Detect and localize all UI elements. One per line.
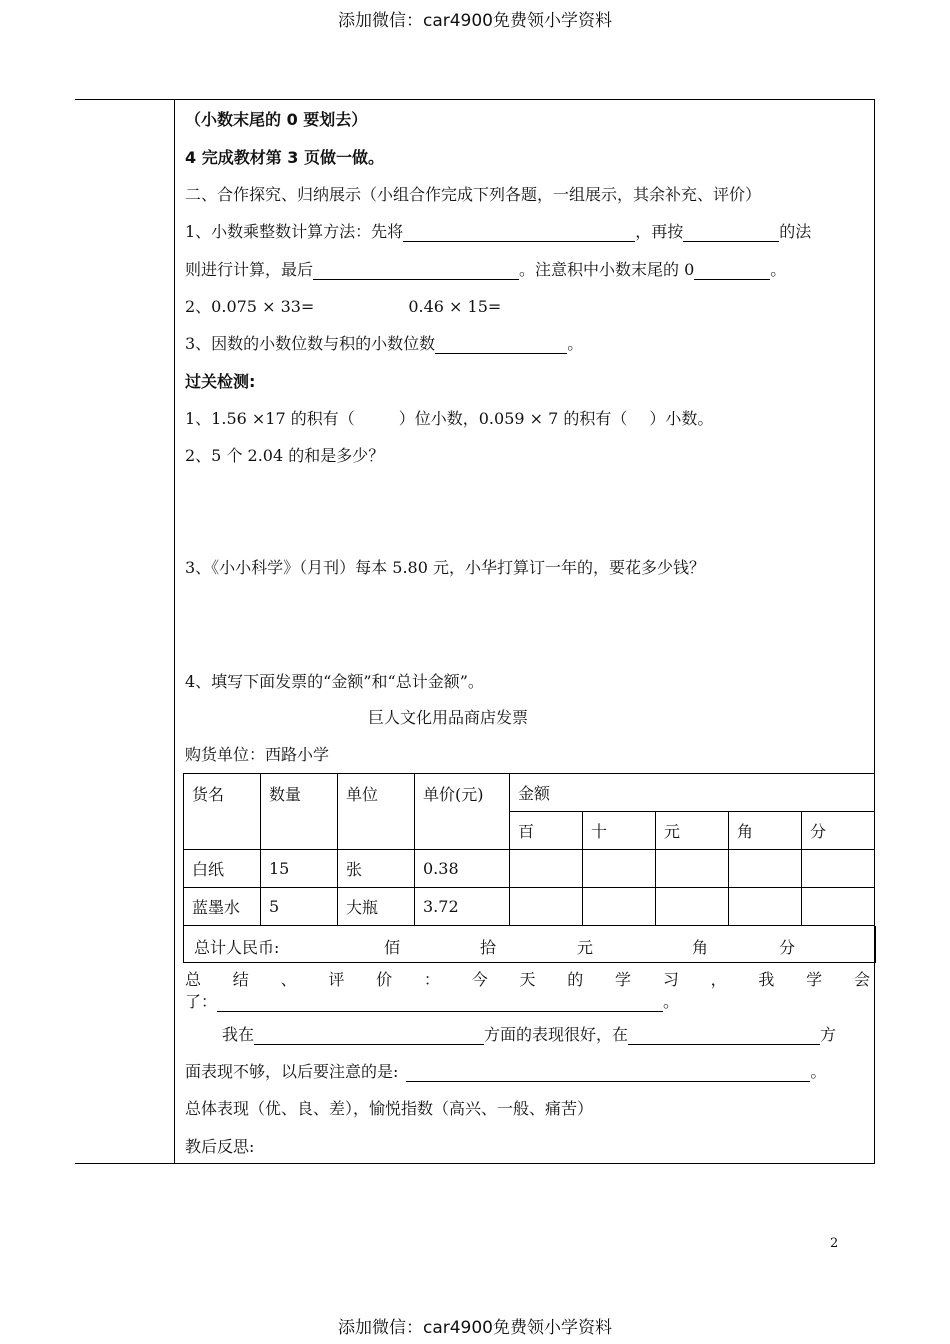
summary-line-1 xyxy=(185,992,870,1012)
summary-char: 结 xyxy=(232,970,249,989)
header-quantity: 数量 xyxy=(261,774,338,850)
q1-text-e: 。注意积中小数末尾的 0 xyxy=(519,260,695,279)
row-quantity: 5 xyxy=(261,888,338,926)
amount-cell[interactable] xyxy=(583,850,656,888)
amount-cell[interactable] xyxy=(729,850,802,888)
amount-cell[interactable] xyxy=(802,888,875,926)
summary-char: 学 xyxy=(806,970,823,989)
total-unit-yuan: 元 xyxy=(577,938,594,957)
total-unit-bai: 佰 xyxy=(384,938,401,957)
check-question-3: 3、《小小科学》（月刊）每本 5.80 元，小华打算订一年的，要花多少钱？ xyxy=(185,558,705,577)
q3-text: 3、因数的小数位数与积的小数位数 xyxy=(185,334,436,353)
table-row xyxy=(184,888,875,926)
question-1-line-1 xyxy=(185,222,870,242)
answer-blank[interactable] xyxy=(694,263,770,280)
answer-blank[interactable] xyxy=(628,1028,820,1045)
question-3 xyxy=(185,334,870,354)
summary-char: 评 xyxy=(328,970,345,989)
summary-s1a: 了： xyxy=(185,992,218,1011)
amount-col-fen: 分 xyxy=(802,812,875,850)
header-unit: 单位 xyxy=(338,774,415,850)
table-inner-divider xyxy=(174,99,175,1163)
amount-col-tens: 十 xyxy=(583,812,656,850)
summary-s3a: 面表现不够，以后要注意的是: xyxy=(185,1062,399,1081)
amount-cell[interactable] xyxy=(656,888,729,926)
header-price: 单价(元) xyxy=(415,774,510,850)
c1-text-a: 1、1.56 ×17 的积有（ xyxy=(185,409,355,428)
section-heading: 二、合作探究、归纳展示（小组合作完成下列各题，一组展示，其余补充、评价） xyxy=(185,185,762,204)
header-amount: 金额 xyxy=(510,774,875,812)
watermark-top: 添加微信：car4900免费领小学资料 xyxy=(337,11,613,31)
summary-char: 、 xyxy=(280,970,297,989)
total-unit-shi: 拾 xyxy=(480,938,497,957)
check-question-2: 2、5 个 2.04 的和是多少？ xyxy=(185,446,385,465)
table-row xyxy=(184,850,875,888)
row-unit: 张 xyxy=(338,850,415,888)
summary-char: 价 xyxy=(376,970,393,989)
summary-char: 天 xyxy=(519,970,536,989)
summary-char: 的 xyxy=(567,970,584,989)
answer-blank[interactable] xyxy=(313,263,519,280)
answer-blank[interactable] xyxy=(435,337,567,354)
summary-s3b: 。 xyxy=(810,1062,827,1081)
header-goods: 货名 xyxy=(184,774,261,850)
summary-char: 总 xyxy=(185,970,202,989)
summary-line-5: 教后反思: xyxy=(185,1137,255,1156)
q1-text-c: 的法 xyxy=(779,222,812,241)
amount-col-jiao: 角 xyxy=(729,812,802,850)
summary-char: 习 xyxy=(662,970,679,989)
q1-text-f: 。 xyxy=(770,260,787,279)
table-bottom-border xyxy=(75,1163,875,1164)
table-top-border xyxy=(75,99,875,100)
summary-char: 学 xyxy=(615,970,632,989)
answer-blank[interactable] xyxy=(403,225,635,242)
summary-s2c: 方 xyxy=(820,1025,837,1044)
q1-text-d: 则进行计算，最后 xyxy=(185,260,314,279)
amount-cell[interactable] xyxy=(729,888,802,926)
summary-line-3 xyxy=(185,1062,870,1082)
row-goods: 白纸 xyxy=(184,850,261,888)
summary-s2b: 方面的表现很好，在 xyxy=(484,1025,629,1044)
answer-blank[interactable] xyxy=(254,1028,484,1045)
invoice-total-row xyxy=(183,926,876,963)
summary-line-2 xyxy=(222,1025,870,1045)
summary-line-4: 总体表现（优、良、差），愉悦指数（高兴、一般、痛苦） xyxy=(185,1099,594,1118)
invoice-title: 巨人文化用品商店发票 xyxy=(368,708,529,727)
check-heading: 过关检测: xyxy=(185,372,256,391)
row-price: 0.38 xyxy=(415,850,510,888)
amount-cell[interactable] xyxy=(802,850,875,888)
answer-blank[interactable] xyxy=(217,995,663,1012)
check-question-1 xyxy=(185,409,870,429)
c1-text-b: ）位小数，0.059 × 7 的积有（ xyxy=(398,409,628,428)
invoice-buyer: 购货单位：西路小学 xyxy=(185,745,330,764)
q2-expr-b: 0.46 × 15= xyxy=(408,297,502,316)
amount-cell[interactable] xyxy=(656,850,729,888)
question-2 xyxy=(185,297,870,317)
amount-cell[interactable] xyxy=(510,888,583,926)
question-1-line-2 xyxy=(185,260,870,280)
summary-char: 今 xyxy=(471,970,488,989)
check-question-4: 4、填写下面发票的“金额”和“总计金额”。 xyxy=(185,672,484,691)
q2-expr-a: 2、0.075 × 33= xyxy=(185,297,315,316)
q3-end: 。 xyxy=(567,334,584,353)
total-label: 总计人民币: xyxy=(194,938,280,957)
total-unit-fen: 分 xyxy=(779,938,796,957)
table-right-border xyxy=(874,99,875,1163)
summary-char: ， xyxy=(710,970,727,989)
amount-cell[interactable] xyxy=(510,850,583,888)
watermark-bottom: 添加微信：car4900免费领小学资料 xyxy=(337,1318,613,1338)
summary-s2a: 我在 xyxy=(222,1025,255,1044)
summary-char: 会 xyxy=(853,970,870,989)
row-goods: 蓝墨水 xyxy=(184,888,261,926)
summary-heading xyxy=(185,967,870,990)
summary-s1b: 。 xyxy=(663,992,680,1011)
amount-cell[interactable] xyxy=(583,888,656,926)
row-unit: 大瓶 xyxy=(338,888,415,926)
exercise-line: 4 完成教材第 3 页做一做。 xyxy=(185,148,384,167)
c1-text-c: ）小数。 xyxy=(649,409,714,428)
invoice-table xyxy=(183,773,875,926)
page-number: 2 xyxy=(830,1236,839,1251)
total-unit-jiao: 角 xyxy=(692,938,709,957)
amount-col-yuan: 元 xyxy=(656,812,729,850)
summary-char: 我 xyxy=(758,970,775,989)
note-line: （小数末尾的 0 要划去） xyxy=(185,110,368,129)
q1-text-a: 1、小数乘整数计算方法：先将 xyxy=(185,222,404,241)
row-quantity: 15 xyxy=(261,850,338,888)
row-price: 3.72 xyxy=(415,888,510,926)
q1-text-b: ，再按 xyxy=(635,222,684,241)
summary-char: ： xyxy=(423,970,440,989)
answer-blank[interactable] xyxy=(683,225,779,242)
answer-blank[interactable] xyxy=(406,1065,810,1082)
amount-col-hundreds: 百 xyxy=(510,812,583,850)
